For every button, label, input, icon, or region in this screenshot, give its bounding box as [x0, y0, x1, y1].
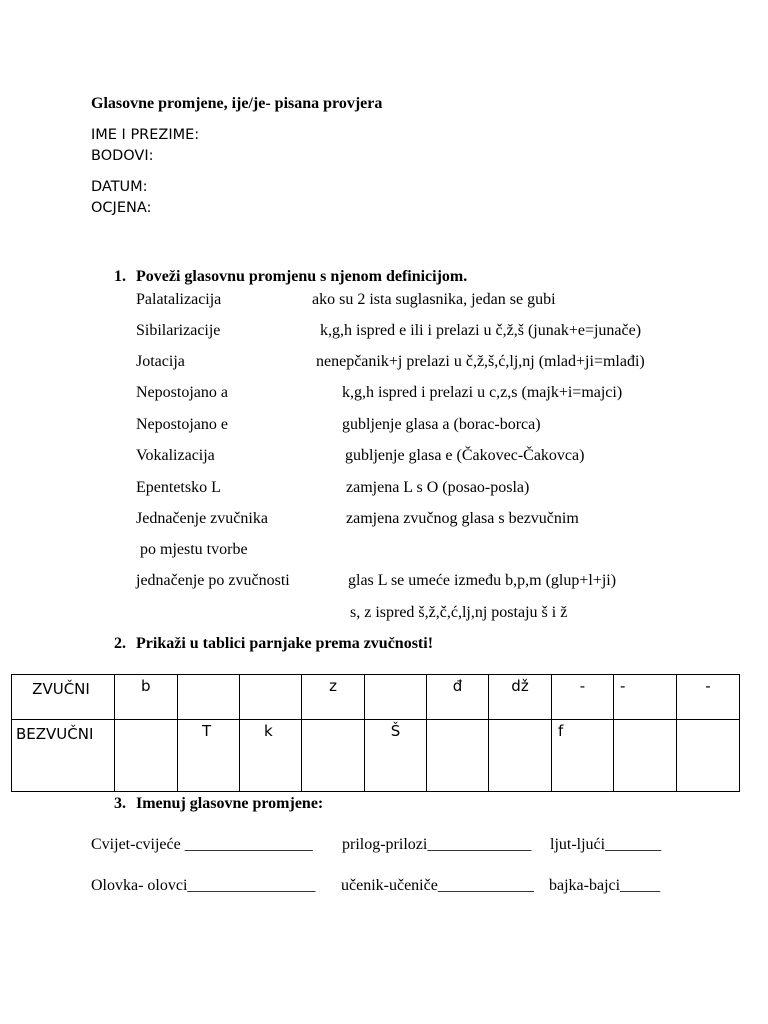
table-cell[interactable]: f [552, 719, 614, 791]
exercise-item [341, 877, 534, 895]
table-cell[interactable]: dž [489, 675, 552, 720]
row-header-voiced: ZVUČNI [12, 675, 115, 720]
question-3-heading [114, 795, 323, 813]
table-cell[interactable] [302, 719, 365, 791]
answer-blank[interactable]: ________________ [187, 877, 316, 894]
definition-item: nenepčanik+j prelazi u č,ž,š,ć,lj,nj (mlad+ji=mlađi) [316, 353, 645, 370]
word-pair: Cvijet-cvijeće [91, 836, 181, 853]
question-text: Poveži glasovnu promjenu s njenom definicijom. [136, 268, 468, 285]
table-cell[interactable]: Š [365, 719, 427, 791]
question-number: 3. [114, 795, 126, 812]
voicing-pairs-table [11, 674, 740, 792]
name-label: IME I PREZIME: [91, 127, 200, 143]
question-2-heading [114, 635, 433, 653]
table-cell[interactable]: k [240, 719, 302, 791]
definition-item: ako su 2 ista suglasnika, jedan se gubi [312, 291, 556, 308]
definition-item: k,g,h ispred i prelazi u c,z,s (majk+i=majci) [342, 384, 623, 401]
definition-item: gubljenje glasa a (borac-borca) [342, 416, 541, 433]
word-pair: bajka-bajci [549, 877, 621, 894]
question-number: 2. [114, 635, 126, 652]
term-item: Sibilarizacije [136, 322, 221, 339]
exercise-item [549, 877, 660, 895]
term-item: jednačenje po zvučnosti [136, 572, 290, 589]
definition-item: glas L se umeće između b,p,m (glup+l+ji) [348, 572, 617, 589]
question-number: 1. [114, 268, 126, 285]
term-item: Jednačenje zvučnika [136, 510, 268, 527]
table-row-voiced [12, 675, 740, 720]
table-cell[interactable]: - [552, 675, 614, 720]
table-cell[interactable] [240, 675, 302, 720]
word-pair: Olovka- olovci [91, 877, 188, 894]
row-header-voiceless: BEZVUČNI [12, 719, 115, 791]
term-item: Palatalizacija [136, 291, 222, 308]
table-cell[interactable]: z [302, 675, 365, 720]
word-pair: učenik-učeniče [341, 877, 438, 894]
word-pair: ljut-ljući [550, 836, 606, 853]
definition-item: zamjena zvučnog glasa s bezvučnim [346, 510, 579, 527]
table-cell[interactable] [614, 719, 677, 791]
term-item: po mjestu tvorbe [140, 541, 248, 558]
definition-item: gubljenje glasa e (Čakovec-Čakovca) [345, 447, 585, 464]
table-cell[interactable] [427, 719, 489, 791]
word-pair: prilog-prilozi [342, 836, 428, 853]
definition-item: zamjena L s O (posao-posla) [346, 479, 530, 496]
answer-blank[interactable]: _______ [605, 836, 662, 853]
term-item: Vokalizacija [136, 447, 215, 464]
points-label: BODOVI: [91, 148, 154, 164]
table-cell[interactable]: T [178, 719, 240, 791]
table-cell[interactable] [178, 675, 240, 720]
page-title: Glasovne promjene, ije/je- pisana provjera [91, 95, 383, 112]
answer-blank[interactable]: ________________ [184, 836, 313, 853]
question-text: Imenuj glasovne promjene: [136, 795, 324, 812]
table-cell[interactable]: - [614, 675, 677, 720]
table-cell[interactable]: - [677, 675, 740, 720]
definition-item: s, z ispred š,ž,č,ć,lj,nj postaju š i ž [350, 604, 568, 621]
exercise-item [91, 877, 315, 895]
exercise-item [342, 836, 531, 854]
table-cell[interactable] [677, 719, 740, 791]
exercise-item [550, 836, 661, 854]
question-1-heading [114, 268, 467, 286]
table-cell[interactable]: đ [427, 675, 489, 720]
date-label: DATUM: [91, 179, 148, 195]
table-cell[interactable] [365, 675, 427, 720]
answer-blank[interactable]: _____________ [427, 836, 532, 853]
answer-blank[interactable]: ____________ [437, 877, 534, 894]
table-cell[interactable]: b [115, 675, 178, 720]
question-text: Prikaži u tablici parnjake prema zvučnosti! [136, 635, 434, 652]
answer-blank[interactable]: _____ [620, 877, 661, 894]
exercise-item [91, 836, 313, 854]
table-cell[interactable] [115, 719, 178, 791]
term-item: Epentetsko L [136, 479, 221, 496]
term-item: Nepostojano e [136, 416, 228, 433]
term-item: Jotacija [136, 353, 185, 370]
table-row-voiceless [12, 719, 740, 791]
term-item: Nepostojano a [136, 384, 228, 401]
grade-label: OCJENA: [91, 200, 152, 216]
table-cell[interactable] [489, 719, 552, 791]
definition-item: k,g,h ispred e ili i prelazi u č,ž,š (junak+e=junače) [320, 322, 642, 339]
